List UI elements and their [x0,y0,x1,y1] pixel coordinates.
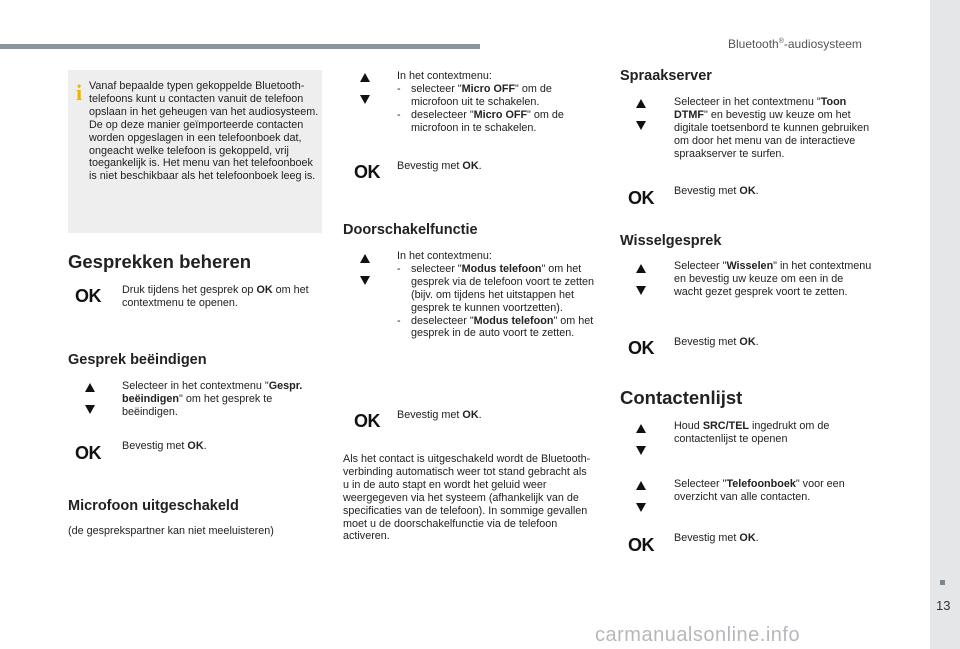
section-title-mic-off: Microfoon uitgeschakeld [68,498,239,514]
up-down-arrows-icon [360,254,376,288]
call-switch-confirm-text: Bevestig met OK. [674,336,759,348]
up-down-arrows-icon [85,383,101,417]
side-strip [930,0,960,649]
section-title-manage-calls: Gesprekken beheren [68,251,252,272]
voice-server-select-text: Selecteer in het contextmenu "Toon DTMF" en bevestig uw keuze om het digitale toetsenbord te kunnen gebruiken om door het menu van de interactieve spraakserver te surfen. [674,96,870,160]
up-down-arrows-icon [636,264,652,298]
section-title-contacts: Contactenlijst [620,387,743,408]
transfer-confirm-text: Bevestig met OK. [397,409,482,421]
end-of-section-marker [940,580,945,585]
watermark: carmanualsonline.info [595,624,801,646]
up-down-arrows-icon [360,73,376,107]
mic-context-menu-text: In het contextmenu: - selecteer "Micro OFF" om de microfoon uit te schakelen. - deselecteer "Micro OFF" om de microfoon in te schakelen. [397,70,595,135]
up-down-arrows-icon [636,481,652,515]
transfer-context-menu-text: In het contextmenu: - selecteer "Modus telefoon" om het gesprek via de telefoon voort te zetten (bijv. om tijdens het uitstappen het gesprek te kunnen voortzetten). - deselecteer "Modus telefoon" om het gesprek in de auto voort te zetten. [397,250,597,340]
ok-button-icon: OK [75,443,101,463]
ok-button-icon: OK [354,162,380,182]
transfer-note-text: Als het contact is uitgeschakeld wordt de Bluetooth-verbinding automatisch weer tot stand gebracht als u in de auto stapt en wordt het geluid weer weergegeven via het systeem (afhankelijk van de specificaties van de telefoon). In sommige gevallen moet u de doorschakelfunctie via de telefoon activeren. [343,453,591,543]
info-icon: i [76,80,83,105]
mic-confirm-text: Bevestig met OK. [397,160,482,172]
ok-button-icon: OK [628,188,654,208]
end-call-confirm-text: Bevestig met OK. [122,440,207,452]
header-rule [0,44,480,49]
info-note-text: Vanaf bepaalde typen gekoppelde Bluetooth-telefoons kunt u contacten vanuit de telefoon opslaan in het geheugen van het audiosysteem. De op deze manier geïmporteerde contacten worden opgeslagen in een telefoonboek dat, ongeacht welke telefoon is gekoppeld, vrij toegankelijk is. Het menu van het telefoonboek is niet beschikbaar als het telefoonboek leeg is. [89,80,319,183]
contacts-confirm-text: Bevestig met OK. [674,532,759,544]
contacts-hold-text: Houd SRC/TEL ingedrukt om de contactenlijst te openen [674,420,830,445]
page-number: 13 [936,598,951,613]
end-call-select-text: Selecteer in het contextmenu "Gespr. beëindigen" om het gesprek te beëindigen. [122,380,303,418]
section-title-voice-server: Spraakserver [620,68,712,84]
mic-off-text: (de gesprekspartner kan niet meeluisteren) [68,525,274,537]
contacts-phonebook-text: Selecteer "Telefoonboek" voor een overzicht van alle contacten. [674,478,845,503]
voice-server-confirm-text: Bevestig met OK. [674,185,759,197]
up-down-arrows-icon [636,99,652,133]
manage-calls-text: Druk tijdens het gesprek op OK om het contextmenu te openen. [122,284,309,309]
section-title-call-switch: Wisselgesprek [620,233,722,249]
ok-button-icon: OK [628,338,654,358]
section-title-end-call: Gesprek beëindigen [68,352,207,368]
ok-button-icon: OK [354,411,380,431]
up-down-arrows-icon [636,424,652,458]
section-title-call-transfer: Doorschakelfunctie [343,222,478,238]
running-header: Bluetooth®-audiosysteem [728,37,862,51]
ok-button-icon: OK [628,535,654,555]
call-switch-select-text: Selecteer "Wisselen" in het contextmenu en bevestig uw keuze om een in de wacht gezet gesprek voort te zetten. [674,260,872,298]
ok-button-icon: OK [75,286,101,306]
